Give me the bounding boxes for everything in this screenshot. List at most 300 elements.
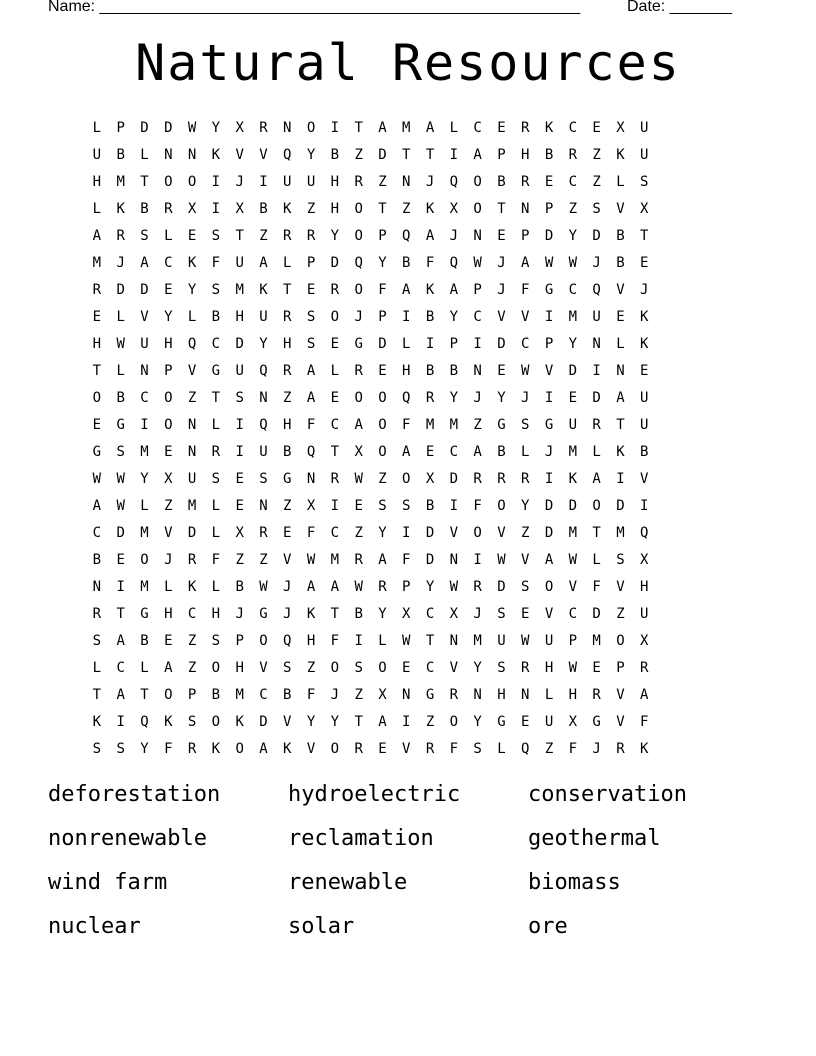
grid-letter: C <box>92 524 102 541</box>
grid-letter: J <box>473 605 482 622</box>
grid-letter: S <box>211 632 221 649</box>
grid-letter: E <box>164 632 173 649</box>
grid-letter: L <box>211 524 221 541</box>
grid-letter: E <box>378 362 387 379</box>
grid-letter: R <box>283 227 292 244</box>
grid-letter: R <box>354 740 363 757</box>
grid-row <box>85 438 656 465</box>
grid-letter: V <box>306 740 316 757</box>
grid-letter: V <box>616 713 625 730</box>
word-bank-item: wind farm <box>48 870 168 895</box>
grid-letter: J <box>235 605 244 622</box>
grid-letter: B <box>330 146 340 163</box>
grid-letter: A <box>425 119 435 136</box>
grid-letter: Z <box>354 686 363 703</box>
grid-letter: R <box>449 686 459 703</box>
grid-letter: K <box>306 605 316 622</box>
grid-letter: D <box>568 497 578 514</box>
grid-letter: L <box>592 443 601 460</box>
grid-letter: P <box>378 227 387 244</box>
grid-letter: N <box>449 632 459 649</box>
grid-letter: F <box>211 551 221 568</box>
grid-letter: C <box>259 686 268 703</box>
grid-letter: S <box>92 632 102 649</box>
grid-letter: B <box>140 200 149 217</box>
grid-letter: O <box>473 524 482 541</box>
grid-letter: B <box>259 200 268 217</box>
grid-letter: F <box>306 524 316 541</box>
grid-letter: S <box>187 713 197 730</box>
grid-letter: C <box>568 281 578 298</box>
grid-letter: S <box>306 335 316 352</box>
grid-letter: I <box>544 308 554 325</box>
grid-letter: D <box>164 119 173 136</box>
grid-letter: I <box>259 173 268 190</box>
grid-letter: O <box>330 308 340 325</box>
grid-letter: V <box>283 713 292 730</box>
grid-letter: I <box>449 146 459 163</box>
grid-letter: E <box>616 308 625 325</box>
grid-letter: R <box>521 470 530 487</box>
grid-letter: X <box>640 200 649 217</box>
grid-letter: S <box>378 497 387 514</box>
grid-letter: B <box>497 443 506 460</box>
grid-letter: H <box>330 200 340 217</box>
grid-letter: F <box>306 416 316 433</box>
grid-letter: V <box>616 686 625 703</box>
grid-letter: T <box>425 146 435 163</box>
grid-letter: U <box>544 632 554 649</box>
grid-letter: Y <box>187 281 197 298</box>
grid-letter: J <box>283 578 292 595</box>
grid-letter: I <box>211 200 221 217</box>
grid-letter: Z <box>164 497 173 514</box>
grid-letter: U <box>544 713 554 730</box>
grid-letter: P <box>449 335 459 352</box>
grid-letter: W <box>354 578 363 595</box>
grid-letter: R <box>473 578 482 595</box>
grid-letter: I <box>116 578 125 595</box>
grid-letter: X <box>402 605 411 622</box>
grid-letter: F <box>402 551 411 568</box>
grid-letter: N <box>259 389 268 406</box>
grid-letter: K <box>235 713 244 730</box>
grid-letter: T <box>497 200 506 217</box>
grid-letter: D <box>140 119 149 136</box>
grid-letter: G <box>354 335 363 352</box>
grid-letter: G <box>497 713 506 730</box>
grid-letter: D <box>592 227 601 244</box>
grid-letter: T <box>92 686 102 703</box>
grid-letter: C <box>164 254 173 271</box>
grid-letter: Z <box>473 416 482 433</box>
grid-letter: K <box>640 308 649 325</box>
grid-letter: Q <box>402 389 411 406</box>
grid-letter: U <box>187 470 197 487</box>
grid-letter: R <box>521 659 530 676</box>
grid-letter: A <box>449 281 459 298</box>
grid-letter: A <box>521 254 530 271</box>
grid-letter: P <box>378 308 387 325</box>
grid-letter: L <box>402 335 411 352</box>
grid-letter: Q <box>140 713 149 730</box>
grid-row <box>85 168 656 195</box>
grid-letter: A <box>140 254 149 271</box>
grid-letter: V <box>164 524 173 541</box>
grid-letter: E <box>568 389 578 406</box>
grid-letter: D <box>378 146 387 163</box>
grid-letter: G <box>283 470 292 487</box>
grid-letter: Z <box>592 173 601 190</box>
grid-letter: L <box>92 659 102 676</box>
grid-letter: U <box>592 308 601 325</box>
grid-letter: O <box>92 389 102 406</box>
grid-letter: J <box>592 740 601 757</box>
grid-letter: G <box>211 362 221 379</box>
grid-letter: A <box>425 227 435 244</box>
grid-letter: O <box>235 740 244 757</box>
grid-letter: V <box>568 578 578 595</box>
grid-letter: N <box>473 227 482 244</box>
grid-letter: L <box>211 578 221 595</box>
grid-letter: O <box>544 578 554 595</box>
grid-letter: L <box>116 308 125 325</box>
grid-letter: O <box>164 389 173 406</box>
grid-row <box>85 600 656 627</box>
grid-letter: U <box>235 362 244 379</box>
grid-letter: I <box>235 416 244 433</box>
grid-letter: E <box>521 713 530 730</box>
grid-letter: F <box>449 740 459 757</box>
grid-letter: M <box>235 281 244 298</box>
grid-letter: P <box>235 632 244 649</box>
grid-letter: N <box>449 551 459 568</box>
grid-letter: O <box>354 200 363 217</box>
grid-letter: D <box>116 281 125 298</box>
grid-letter: S <box>259 470 268 487</box>
grid-letter: V <box>616 578 625 595</box>
grid-letter: H <box>235 659 244 676</box>
grid-letter: V <box>544 362 554 379</box>
grid-letter: J <box>164 551 173 568</box>
grid-row <box>85 249 656 276</box>
grid-letter: D <box>259 713 268 730</box>
grid-letter: L <box>449 119 459 136</box>
grid-letter: A <box>616 389 625 406</box>
grid-letter: R <box>330 470 340 487</box>
grid-letter: S <box>306 308 316 325</box>
grid-letter: W <box>354 470 363 487</box>
grid-letter: O <box>330 740 340 757</box>
word-bank-item: hydroelectric <box>288 782 461 807</box>
grid-letter: R <box>354 362 363 379</box>
grid-letter: E <box>544 173 554 190</box>
grid-letter: M <box>330 551 340 568</box>
grid-letter: E <box>402 659 411 676</box>
grid-letter: C <box>425 659 435 676</box>
grid-letter: I <box>544 389 554 406</box>
grid-letter: O <box>306 119 316 136</box>
grid-letter: F <box>306 686 316 703</box>
grid-letter: Z <box>283 389 292 406</box>
grid-letter: N <box>616 362 625 379</box>
grid-letter: S <box>473 740 482 757</box>
grid-letter: X <box>616 119 625 136</box>
word-bank-item: renewable <box>288 870 408 895</box>
grid-letter: V <box>259 146 268 163</box>
grid-letter: Q <box>354 254 363 271</box>
grid-letter: I <box>544 470 554 487</box>
grid-letter: T <box>283 281 292 298</box>
grid-row <box>85 708 656 735</box>
grid-letter: I <box>473 551 482 568</box>
grid-letter: D <box>449 470 459 487</box>
grid-letter: O <box>402 470 411 487</box>
word-bank-item: biomass <box>528 870 621 895</box>
grid-letter: R <box>306 227 316 244</box>
grid-letter: H <box>211 605 221 622</box>
grid-letter: S <box>521 416 530 433</box>
word-bank <box>48 780 768 942</box>
grid-letter: C <box>330 416 340 433</box>
grid-letter: D <box>497 578 506 595</box>
grid-letter: N <box>164 146 173 163</box>
grid-row <box>85 546 656 573</box>
grid-letter: N <box>473 686 482 703</box>
grid-letter: R <box>592 686 601 703</box>
grid-letter: E <box>330 389 340 406</box>
grid-letter: C <box>473 119 482 136</box>
grid-letter: D <box>544 227 554 244</box>
grid-letter: M <box>568 308 578 325</box>
word-bank-item: nonrenewable <box>48 826 207 851</box>
grid-letter: S <box>497 605 506 622</box>
grid-letter: U <box>640 605 649 622</box>
grid-letter: C <box>211 335 221 352</box>
grid-letter: U <box>283 173 292 190</box>
grid-letter: V <box>140 308 149 325</box>
grid-letter: B <box>449 362 459 379</box>
grid-letter: F <box>402 416 411 433</box>
grid-letter: J <box>497 281 506 298</box>
grid-letter: D <box>116 524 125 541</box>
grid-letter: O <box>354 227 363 244</box>
grid-letter: V <box>449 659 459 676</box>
grid-letter: Z <box>283 497 292 514</box>
grid-letter: R <box>425 389 435 406</box>
grid-letter: R <box>92 605 102 622</box>
grid-letter: Z <box>544 740 554 757</box>
grid-letter: E <box>354 497 363 514</box>
grid-letter: B <box>616 227 625 244</box>
grid-letter: Y <box>140 740 149 757</box>
grid-letter: E <box>592 659 601 676</box>
grid-letter: J <box>592 254 601 271</box>
grid-letter: F <box>640 713 649 730</box>
grid-row <box>85 519 656 546</box>
grid-letter: J <box>544 443 554 460</box>
grid-letter: E <box>235 470 244 487</box>
grid-row <box>85 573 656 600</box>
grid-letter: C <box>116 659 125 676</box>
grid-letter: I <box>640 497 649 514</box>
grid-letter: K <box>211 740 221 757</box>
grid-letter: S <box>616 551 625 568</box>
grid-letter: N <box>187 146 197 163</box>
grid-letter: V <box>449 524 459 541</box>
grid-letter: N <box>140 362 149 379</box>
grid-letter: A <box>402 281 411 298</box>
grid-letter: X <box>235 200 244 217</box>
grid-letter: O <box>378 443 387 460</box>
grid-letter: F <box>473 497 482 514</box>
grid-letter: M <box>568 443 578 460</box>
grid-letter: Z <box>187 659 197 676</box>
grid-letter: E <box>187 227 197 244</box>
grid-letter: L <box>92 200 102 217</box>
grid-letter: B <box>116 389 125 406</box>
grid-letter: J <box>354 308 363 325</box>
grid-letter: A <box>259 254 268 271</box>
grid-letter: R <box>425 740 435 757</box>
grid-letter: X <box>164 470 173 487</box>
grid-letter: K <box>616 146 625 163</box>
grid-letter: D <box>592 389 601 406</box>
grid-letter: P <box>164 362 173 379</box>
grid-row <box>85 330 656 357</box>
grid-letter: H <box>568 686 578 703</box>
grid-letter: O <box>164 173 173 190</box>
grid-letter: A <box>402 443 411 460</box>
grid-letter: W <box>259 578 268 595</box>
grid-letter: B <box>211 308 221 325</box>
grid-letter: N <box>259 497 268 514</box>
grid-letter: Y <box>497 389 506 406</box>
grid-letter: L <box>92 119 102 136</box>
grid-letter: L <box>378 632 387 649</box>
grid-letter: K <box>568 470 578 487</box>
grid-letter: Y <box>306 713 316 730</box>
grid-letter: E <box>521 605 530 622</box>
grid-letter: V <box>187 362 197 379</box>
grid-letter: J <box>640 281 649 298</box>
grid-letter: H <box>235 308 244 325</box>
grid-letter: Q <box>283 632 292 649</box>
grid-letter: H <box>164 605 173 622</box>
grid-letter: I <box>402 713 411 730</box>
grid-letter: E <box>235 497 244 514</box>
grid-letter: A <box>473 443 482 460</box>
grid-letter: R <box>164 200 173 217</box>
grid-letter: M <box>449 416 459 433</box>
grid-letter: A <box>378 713 387 730</box>
grid-letter: I <box>140 416 149 433</box>
grid-letter: L <box>211 416 221 433</box>
grid-letter: Q <box>187 335 197 352</box>
grid-letter: T <box>640 227 649 244</box>
grid-row <box>85 627 656 654</box>
grid-letter: M <box>92 254 102 271</box>
grid-letter: R <box>259 524 268 541</box>
grid-letter: D <box>330 254 340 271</box>
grid-letter: L <box>283 254 292 271</box>
grid-letter: S <box>211 470 221 487</box>
grid-letter: A <box>92 227 102 244</box>
grid-letter: P <box>568 632 578 649</box>
grid-letter: X <box>640 551 649 568</box>
grid-letter: L <box>330 362 340 379</box>
grid-letter: L <box>140 659 149 676</box>
grid-letter: Q <box>449 173 459 190</box>
grid-letter: E <box>164 281 173 298</box>
grid-letter: Y <box>425 578 435 595</box>
grid-letter: E <box>306 281 316 298</box>
grid-letter: P <box>402 578 411 595</box>
word-search-grid <box>85 114 656 762</box>
word-bank-item: ore <box>528 914 568 939</box>
grid-letter: N <box>521 200 530 217</box>
page-title: Natural Resources <box>135 34 681 92</box>
grid-letter: A <box>116 632 125 649</box>
grid-letter: D <box>592 605 601 622</box>
grid-letter: H <box>92 173 102 190</box>
grid-letter: Y <box>140 470 149 487</box>
grid-letter: K <box>164 713 173 730</box>
grid-letter: X <box>568 713 578 730</box>
grid-letter: C <box>521 335 530 352</box>
grid-letter: M <box>616 524 625 541</box>
grid-letter: L <box>187 308 197 325</box>
grid-letter: G <box>92 443 102 460</box>
grid-letter: I <box>235 443 244 460</box>
grid-letter: J <box>497 254 506 271</box>
grid-letter: C <box>140 389 149 406</box>
grid-row <box>85 654 656 681</box>
grid-letter: L <box>521 443 530 460</box>
grid-letter: U <box>640 146 649 163</box>
grid-letter: H <box>402 362 411 379</box>
grid-letter: P <box>544 200 554 217</box>
grid-letter: E <box>116 551 125 568</box>
grid-letter: M <box>425 416 435 433</box>
grid-letter: C <box>425 605 435 622</box>
grid-letter: A <box>330 578 340 595</box>
grid-row <box>85 114 656 141</box>
grid-letter: K <box>283 200 292 217</box>
grid-letter: R <box>211 443 221 460</box>
grid-letter: O <box>164 686 173 703</box>
grid-letter: R <box>354 551 363 568</box>
grid-letter: H <box>283 335 292 352</box>
grid-letter: N <box>283 119 292 136</box>
grid-letter: W <box>568 254 578 271</box>
grid-letter: P <box>616 659 625 676</box>
grid-letter: Q <box>402 227 411 244</box>
grid-letter: T <box>402 146 411 163</box>
grid-letter: D <box>378 335 387 352</box>
grid-letter: Y <box>330 227 340 244</box>
grid-letter: T <box>425 632 435 649</box>
grid-letter: O <box>449 713 459 730</box>
grid-letter: Y <box>473 713 482 730</box>
grid-row <box>85 195 656 222</box>
grid-letter: T <box>235 227 244 244</box>
grid-letter: I <box>592 362 601 379</box>
grid-letter: L <box>140 497 149 514</box>
grid-letter: P <box>116 119 125 136</box>
grid-letter: H <box>497 686 506 703</box>
grid-letter: C <box>187 605 197 622</box>
